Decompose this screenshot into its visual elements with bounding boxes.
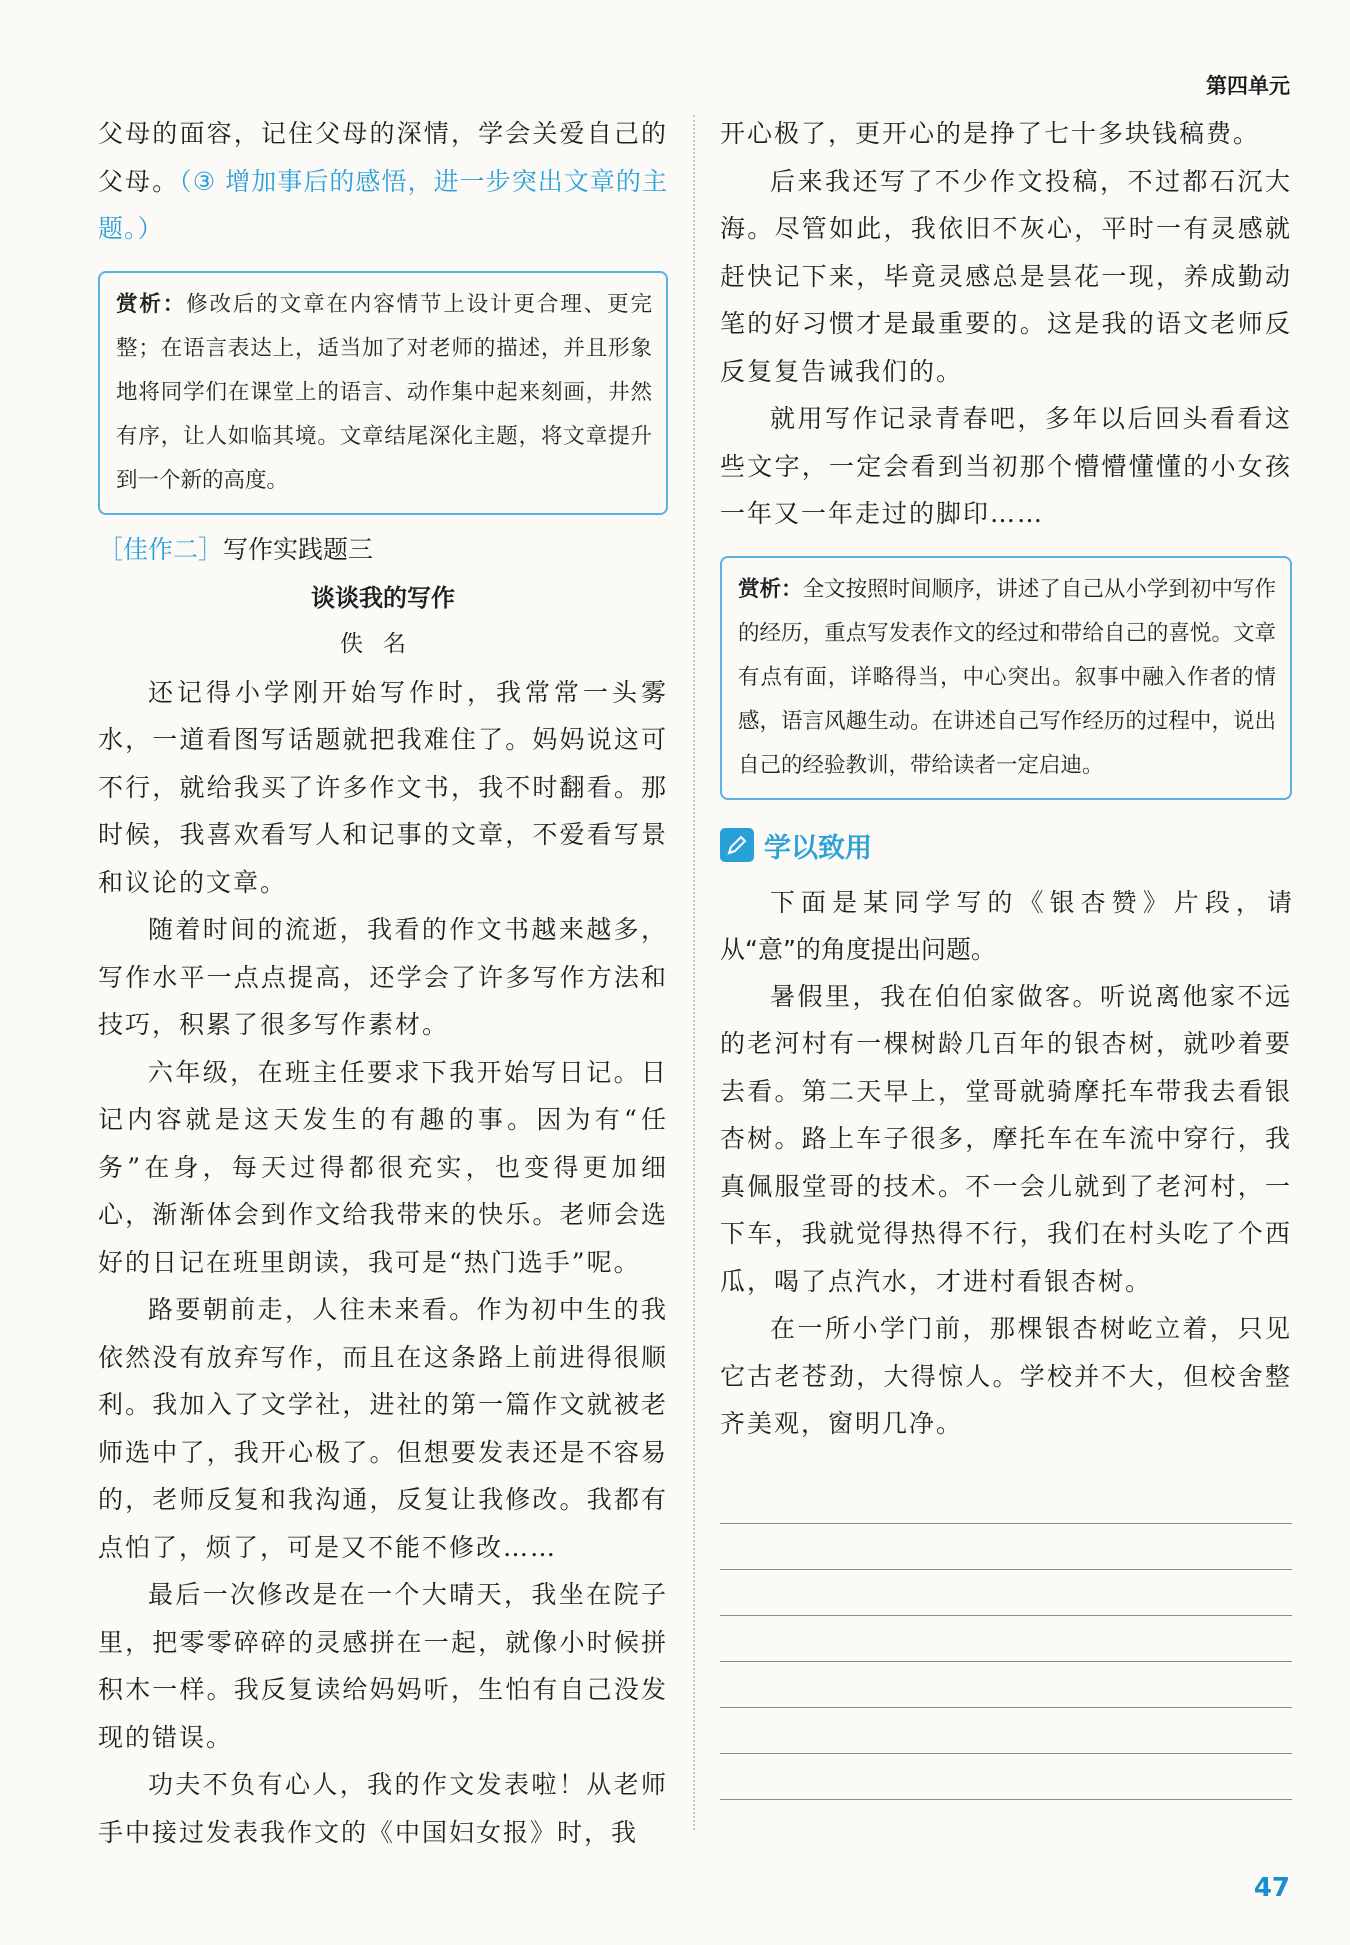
analysis-text: 修改后的文章在内容情节上设计更合理、更完整；在语言表达上，适当加了对老师的描述，并且形象地将同学们在课堂上的语言、动作集中起来刻画，井然有序，让人如临其境。文章结尾深化主题，将文章提升到一个新的高度。 [116, 291, 652, 493]
essay-paragraph: 还记得小学刚开始写作时，我常常一头雾水，一道看图写话题就把我难住了。妈妈说这可不行，就给我买了许多作文书，我不时翻看。那时候，我喜欢看写人和记事的文章，不爱看写景和议论的文章。 [98, 677, 668, 897]
section-title: 写作实践题三 [223, 534, 374, 564]
continued-paragraph: 开心极了，更开心的是挣了七十多块钱稿费。 [720, 119, 1261, 148]
pencil-icon [720, 828, 754, 862]
unit-header: 第四单元 [1206, 74, 1290, 98]
essay-paragraph: 后来我还写了不少作文投稿，不过都石沉大海。尽管如此，我依旧不灰心，平时一有灵感就赶快记下来，毕竟灵感总是昙花一现，养成勤动笔的好习惯才是最重要的。这是我的语文老师反反复复告诫我们的。 [720, 166, 1292, 386]
essay-paragraph: 六年级，在班主任要求下我开始写日记。日记内容就是这天发生的有趣的事。因为有“任务”在身，每天过得都很充实，也变得更加细心，渐渐体会到作文给我带来的快乐。老师会选好的日记在班里朗读，我可是“热门选手”呢。 [98, 1057, 668, 1277]
analysis-text: 全文按照时间顺序，讲述了自己从小学到初中写作的经历，重点写发表作文的经过和带给自己的喜悦。文章有点有面，详略得当，中心突出。叙事中融入作者的情感，语言风趣生动。在讲述自己写作经历的过程中，说出自己的经验教训，带给读者一定启迪。 [738, 576, 1276, 778]
answer-line[interactable] [720, 1524, 1292, 1570]
page-number: 47 [1253, 1873, 1290, 1903]
section-heading [98, 527, 668, 573]
column-divider [693, 115, 695, 1830]
apply-title: 学以致用 [764, 832, 872, 864]
intro-paragraph [98, 110, 668, 253]
right-column [720, 110, 1292, 1800]
intro-note: （③ 增加事后的感悟，进一步突出文章的主题。） [98, 166, 668, 243]
essay-paragraph: 路要朝前走，人往未来看。作为初中生的我依然没有放弃写作，而且在这条路上前进得很顺利。我加入了文学社，进社的第一篇作文就被老师选中了，我开心极了。但想要发表还是不容易的，老师反复和我沟通，反复让我修改。我都有点怕了，烦了，可是又不能不修改…… [98, 1295, 668, 1562]
answer-line[interactable] [720, 1662, 1292, 1708]
answer-line[interactable] [720, 1754, 1292, 1800]
section-tag: ［佳作二］ [98, 534, 224, 564]
apply-section-heading [720, 826, 1292, 865]
answer-line[interactable] [720, 1478, 1292, 1524]
essay-paragraph: 随着时间的流逝，我看的作文书越来越多，写作水平一点点提高，还学会了许多写作方法和技巧，积累了很多写作素材。 [98, 915, 668, 1039]
answer-line[interactable] [720, 1570, 1292, 1616]
answer-line[interactable] [720, 1616, 1292, 1662]
essay-author: 佚名 [340, 630, 426, 657]
essay-paragraph: 功夫不负有心人，我的作文发表啦！从老师手中接过发表我作文的《中国妇女报》时，我 [98, 1770, 668, 1847]
essay-paragraph: 最后一次修改是在一个大晴天，我坐在院子里，把零零碎碎的灵感拼在一起，就像小时候拼积木一样。我反复读给妈妈听，生怕有自己没发现的错误。 [98, 1580, 668, 1752]
answer-lines [720, 1478, 1292, 1800]
analysis-box-2 [720, 556, 1292, 800]
essay-title: 谈谈我的写作 [311, 583, 455, 612]
essay-paragraph: 就用写作记录青春吧，多年以后回头看看这些文字，一定会看到当初那个懵懵懂懂的小女孩一年又一年走过的脚印…… [720, 404, 1292, 528]
intro-text: 父母的面容，记住父母的深情，学会关爱自己的父母。 [98, 119, 668, 196]
left-column [98, 110, 668, 1856]
analysis-box-1 [98, 271, 668, 515]
exercise-prompt: 下面是某同学写的《银杏赞》片段，请从“意”的角度提出问题。 [720, 887, 1292, 964]
excerpt-paragraph: 在一所小学门前，那棵银杏树屹立着，只见它古老苍劲，大得惊人。学校并不大，但校舍整齐美观，窗明几净。 [720, 1314, 1292, 1438]
analysis-label: 赏析： [738, 576, 803, 602]
excerpt-paragraph: 暑假里，我在伯伯家做客。听说离他家不远的老河村有一棵树龄几百年的银杏树，就吵着要去看。第二天早上，堂哥就骑摩托车带我去看银杏树。路上车子很多，摩托车在车流中穿行，我真佩服堂哥的技术。不一会儿就到了老河村，一下车，我就觉得热得不行，我们在村头吃了个西瓜，喝了点汽水，才进村看银杏树。 [720, 981, 1292, 1296]
analysis-label: 赏析： [116, 291, 187, 317]
answer-line[interactable] [720, 1708, 1292, 1754]
